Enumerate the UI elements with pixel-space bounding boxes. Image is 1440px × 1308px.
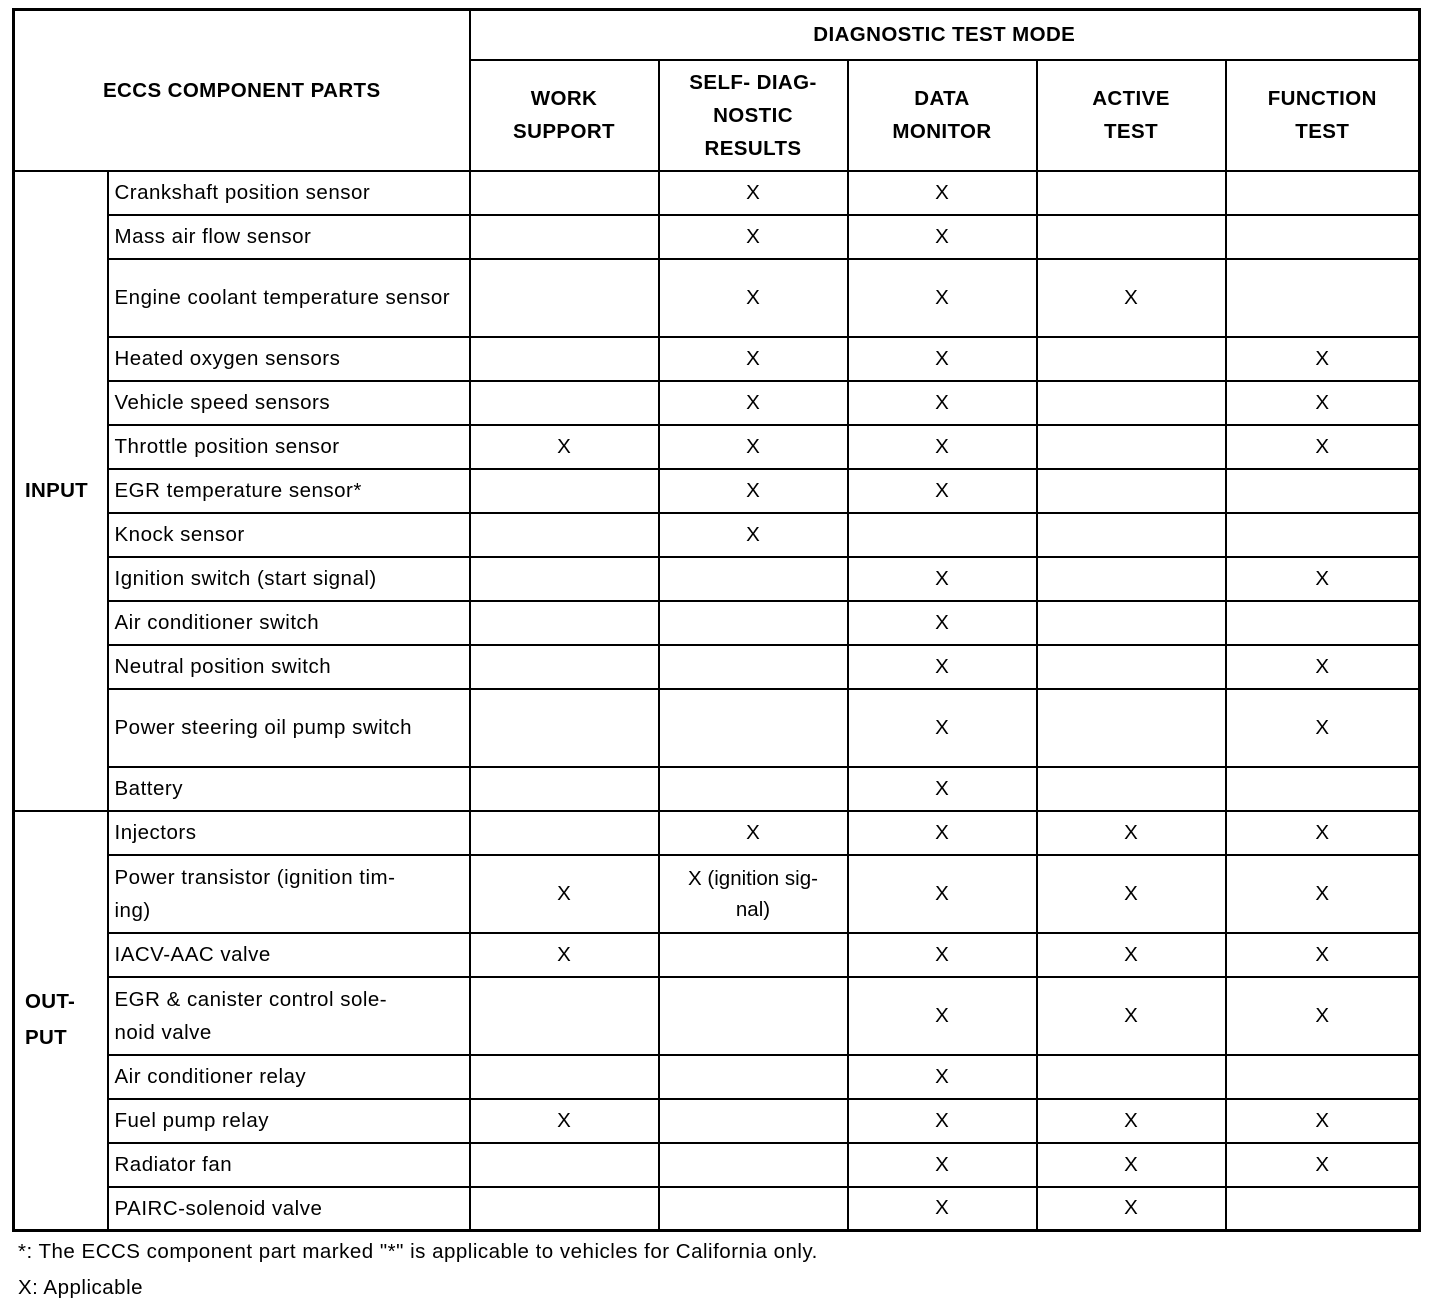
applicability-cell	[1226, 601, 1420, 645]
table-row	[14, 425, 1420, 469]
applicability-cell: X	[659, 469, 848, 513]
component-name: Injectors	[108, 811, 470, 855]
applicability-cell	[659, 767, 848, 811]
applicability-cell: X	[1226, 557, 1420, 601]
applicability-cell	[1037, 557, 1226, 601]
applicability-cell: X	[848, 381, 1037, 425]
table-row	[14, 337, 1420, 381]
applicability-cell: X	[848, 977, 1037, 1055]
component-name: Heated oxygen sensors	[108, 337, 470, 381]
table-row	[14, 1099, 1420, 1143]
component-name: Ignition switch (start signal)	[108, 557, 470, 601]
applicability-cell: X	[1037, 933, 1226, 977]
applicability-cell	[470, 1187, 659, 1231]
column-header: FUNCTION TEST	[1226, 60, 1420, 171]
applicability-cell	[1226, 1055, 1420, 1099]
component-name: PAIRC-solenoid valve	[108, 1187, 470, 1231]
applicability-cell	[1037, 513, 1226, 557]
applicability-cell	[1037, 1055, 1226, 1099]
applicability-cell	[470, 977, 659, 1055]
group-label: OUT- PUT	[14, 811, 108, 1231]
component-name: EGR & canister control sole- noid valve	[108, 977, 470, 1055]
table-row	[14, 1187, 1420, 1231]
applicability-cell: X (ignition sig- nal)	[659, 855, 848, 933]
applicability-cell	[1037, 645, 1226, 689]
applicability-cell	[1226, 171, 1420, 215]
applicability-cell	[470, 557, 659, 601]
component-name: Radiator fan	[108, 1143, 470, 1187]
component-name: Crankshaft position sensor	[108, 171, 470, 215]
applicability-cell	[1037, 171, 1226, 215]
applicability-cell: X	[848, 557, 1037, 601]
applicability-cell	[848, 513, 1037, 557]
eccs-diagnostic-table	[12, 8, 1421, 1232]
applicability-cell	[1037, 337, 1226, 381]
table-row	[14, 381, 1420, 425]
table-row	[14, 259, 1420, 337]
applicability-cell: X	[848, 811, 1037, 855]
table-row	[14, 1055, 1420, 1099]
applicability-cell: X	[848, 215, 1037, 259]
applicability-cell	[659, 1055, 848, 1099]
applicability-cell: X	[659, 811, 848, 855]
component-name: Power transistor (ignition tim- ing)	[108, 855, 470, 933]
applicability-cell: X	[848, 1099, 1037, 1143]
table-row	[14, 601, 1420, 645]
applicability-cell: X	[1226, 645, 1420, 689]
applicability-cell: X	[848, 1055, 1037, 1099]
applicability-cell: X	[848, 689, 1037, 767]
applicability-cell	[1037, 469, 1226, 513]
applicability-cell	[1226, 215, 1420, 259]
applicability-cell	[470, 215, 659, 259]
component-name: EGR temperature sensor*	[108, 469, 470, 513]
applicability-cell	[1037, 689, 1226, 767]
applicability-cell	[1226, 767, 1420, 811]
applicability-cell	[659, 645, 848, 689]
applicability-cell	[659, 1099, 848, 1143]
applicability-cell: X	[1226, 977, 1420, 1055]
applicability-cell: X	[1226, 337, 1420, 381]
applicability-cell: X	[848, 933, 1037, 977]
applicability-cell	[470, 811, 659, 855]
applicability-cell: X	[848, 337, 1037, 381]
applicability-cell	[659, 557, 848, 601]
applicability-cell: X	[1226, 811, 1420, 855]
applicability-cell	[1226, 513, 1420, 557]
applicability-cell: X	[848, 1143, 1037, 1187]
component-name: Knock sensor	[108, 513, 470, 557]
footnote-california: *: The ECCS component part marked "*" is applicable to vehicles for California only.	[18, 1240, 818, 1263]
applicability-cell: X	[848, 425, 1037, 469]
applicability-cell: X	[848, 171, 1037, 215]
table-row	[14, 689, 1420, 767]
component-name: Power steering oil pump switch	[108, 689, 470, 767]
diagnostic-test-mode-header: DIAGNOSTIC TEST MODE	[470, 10, 1420, 60]
component-name: Neutral position switch	[108, 645, 470, 689]
applicability-cell	[470, 645, 659, 689]
table-row	[14, 855, 1420, 933]
component-name: IACV-AAC valve	[108, 933, 470, 977]
table-row	[14, 557, 1420, 601]
applicability-cell	[659, 601, 848, 645]
applicability-cell	[659, 1187, 848, 1231]
footnote-applicable: X: Applicable	[18, 1276, 144, 1299]
applicability-cell	[470, 601, 659, 645]
corner-header: ECCS COMPONENT PARTS	[14, 10, 470, 171]
applicability-cell	[470, 469, 659, 513]
table-row	[14, 811, 1420, 855]
applicability-cell	[659, 933, 848, 977]
applicability-cell	[470, 767, 659, 811]
applicability-cell: X	[848, 1187, 1037, 1231]
applicability-cell	[470, 337, 659, 381]
applicability-cell	[659, 977, 848, 1055]
applicability-cell: X	[470, 933, 659, 977]
table-row	[14, 933, 1420, 977]
component-name: Air conditioner relay	[108, 1055, 470, 1099]
column-header: DATA MONITOR	[848, 60, 1037, 171]
applicability-cell: X	[848, 767, 1037, 811]
applicability-cell: X	[848, 601, 1037, 645]
component-name: Vehicle speed sensors	[108, 381, 470, 425]
applicability-cell: X	[1226, 1143, 1420, 1187]
applicability-cell: X	[659, 425, 848, 469]
applicability-cell	[470, 259, 659, 337]
applicability-cell: X	[1226, 855, 1420, 933]
table-row	[14, 469, 1420, 513]
applicability-cell	[470, 689, 659, 767]
column-header: SELF- DIAG- NOSTIC RESULTS	[659, 60, 848, 171]
applicability-cell: X	[1226, 1099, 1420, 1143]
table-row	[14, 977, 1420, 1055]
column-header: ACTIVE TEST	[1037, 60, 1226, 171]
applicability-cell: X	[659, 171, 848, 215]
applicability-cell	[470, 1143, 659, 1187]
component-name: Mass air flow sensor	[108, 215, 470, 259]
applicability-cell	[1226, 1187, 1420, 1231]
component-name: Fuel pump relay	[108, 1099, 470, 1143]
applicability-cell: X	[659, 259, 848, 337]
applicability-cell	[659, 1143, 848, 1187]
table-row	[14, 171, 1420, 215]
applicability-cell: X	[1226, 381, 1420, 425]
component-name: Throttle position sensor	[108, 425, 470, 469]
table-row	[14, 513, 1420, 557]
applicability-cell: X	[848, 645, 1037, 689]
component-name: Air conditioner switch	[108, 601, 470, 645]
component-name: Engine coolant temperature sensor	[108, 259, 470, 337]
table-row	[14, 767, 1420, 811]
applicability-cell: X	[848, 259, 1037, 337]
applicability-cell: X	[659, 513, 848, 557]
applicability-cell	[470, 381, 659, 425]
applicability-cell: X	[1037, 977, 1226, 1055]
applicability-cell: X	[1037, 855, 1226, 933]
table-row	[14, 215, 1420, 259]
applicability-cell: X	[848, 855, 1037, 933]
applicability-cell: X	[1037, 259, 1226, 337]
applicability-cell	[1037, 381, 1226, 425]
applicability-cell: X	[470, 425, 659, 469]
applicability-cell	[1037, 601, 1226, 645]
applicability-cell: X	[1037, 811, 1226, 855]
applicability-cell: X	[1226, 689, 1420, 767]
applicability-cell: X	[659, 337, 848, 381]
applicability-cell: X	[1037, 1143, 1226, 1187]
applicability-cell	[470, 513, 659, 557]
applicability-cell: X	[470, 1099, 659, 1143]
applicability-cell	[659, 689, 848, 767]
applicability-cell: X	[659, 381, 848, 425]
applicability-cell	[1037, 767, 1226, 811]
table-row	[14, 645, 1420, 689]
applicability-cell	[470, 1055, 659, 1099]
applicability-cell	[1226, 259, 1420, 337]
table-row	[14, 1143, 1420, 1187]
component-name: Battery	[108, 767, 470, 811]
applicability-cell: X	[848, 469, 1037, 513]
applicability-cell: X	[470, 855, 659, 933]
column-header: WORK SUPPORT	[470, 60, 659, 171]
applicability-cell	[1037, 215, 1226, 259]
applicability-cell: X	[1226, 425, 1420, 469]
applicability-cell: X	[1226, 933, 1420, 977]
applicability-cell: X	[1037, 1099, 1226, 1143]
applicability-cell	[470, 171, 659, 215]
applicability-cell	[1037, 425, 1226, 469]
applicability-cell: X	[1037, 1187, 1226, 1231]
group-label: INPUT	[14, 171, 108, 811]
applicability-cell: X	[659, 215, 848, 259]
applicability-cell	[1226, 469, 1420, 513]
